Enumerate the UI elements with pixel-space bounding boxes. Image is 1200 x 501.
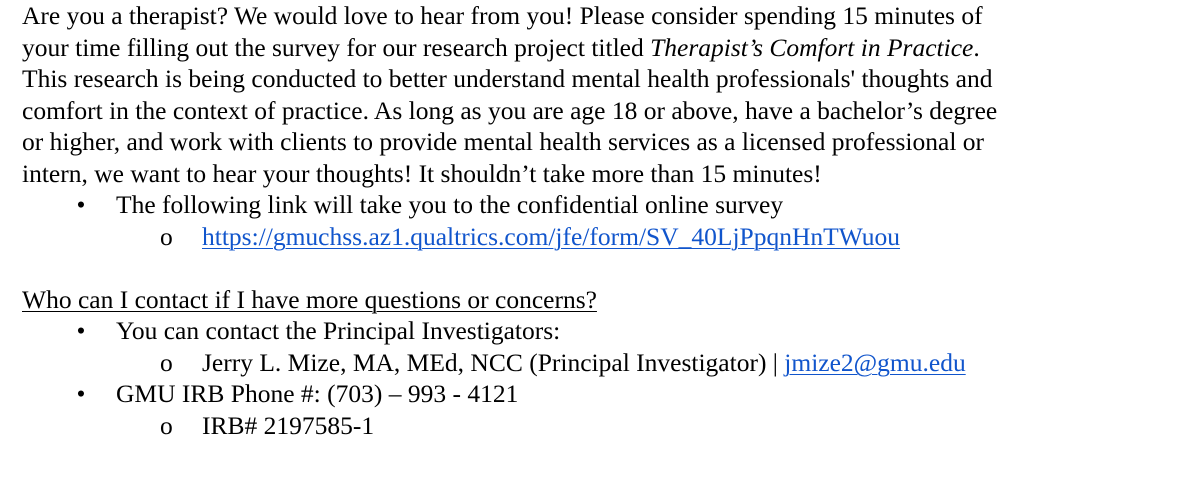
intro-line-1: Are you a therapist? We would love to hear from you! Please consider spending 15 minutes of <box>22 1 983 30</box>
intro-line-2-start: your time filling out the survey for our research project titled <box>22 32 651 62</box>
bullet-marker: • <box>76 379 86 408</box>
survey-bullet-item <box>22 189 1192 221</box>
survey-link-description: The following link will take you to the confidential online survey <box>116 190 784 219</box>
contact-bullet-item <box>22 315 1192 347</box>
survey-sub-item <box>22 221 1192 253</box>
intro-line-2 <box>22 32 1192 64</box>
intro-paragraph <box>22 0 1192 189</box>
intro-line-3: This research is being conducted to better understand mental health professionals' thoughts and <box>22 64 993 93</box>
sub-bullet-marker: o <box>160 410 173 440</box>
bullet-marker: • <box>76 190 86 219</box>
irb-phone: GMU IRB Phone #: (703) – 993 - 4121 <box>116 379 519 408</box>
blank-line <box>22 252 1192 284</box>
intro-line-2-end: . <box>973 32 980 62</box>
project-title: Therapist’s Comfort in Practice <box>650 32 974 62</box>
sub-bullet-marker: o <box>160 221 173 251</box>
contact-pi-label: You can contact the Principal Investigators: <box>116 316 561 345</box>
irb-number: IRB# 2197585-1 <box>202 410 375 440</box>
intro-line-5: or higher, and work with clients to provide mental health services as a licensed professional or <box>22 127 985 156</box>
irb-sub-item <box>22 410 1192 442</box>
survey-link[interactable]: https://gmuchss.az1.qualtrics.com/jfe/form/SV_40LjPpqnHnTWuou <box>202 221 901 251</box>
sub-bullet-marker: o <box>160 347 173 377</box>
irb-bullet-item <box>22 378 1192 410</box>
bullet-marker: • <box>76 316 86 345</box>
pi-email-link[interactable]: jmize2@gmu.edu <box>784 347 966 377</box>
document-body <box>22 0 1192 441</box>
contact-heading: Who can I contact if I have more questions or concerns? <box>22 284 597 314</box>
pi-details <box>202 347 966 379</box>
intro-line-4: comfort in the context of practice. As long as you are age 18 or above, have a bachelor’s degree <box>22 95 998 125</box>
pi-name: Jerry L. Mize, MA, MEd, NCC (Principal Investigator) | <box>202 347 785 377</box>
intro-line-6: intern, we want to hear your thoughts! It shouldn’t take more than 15 minutes! <box>22 158 822 188</box>
contact-heading-row <box>22 284 1192 316</box>
contact-sub-item <box>22 347 1192 379</box>
